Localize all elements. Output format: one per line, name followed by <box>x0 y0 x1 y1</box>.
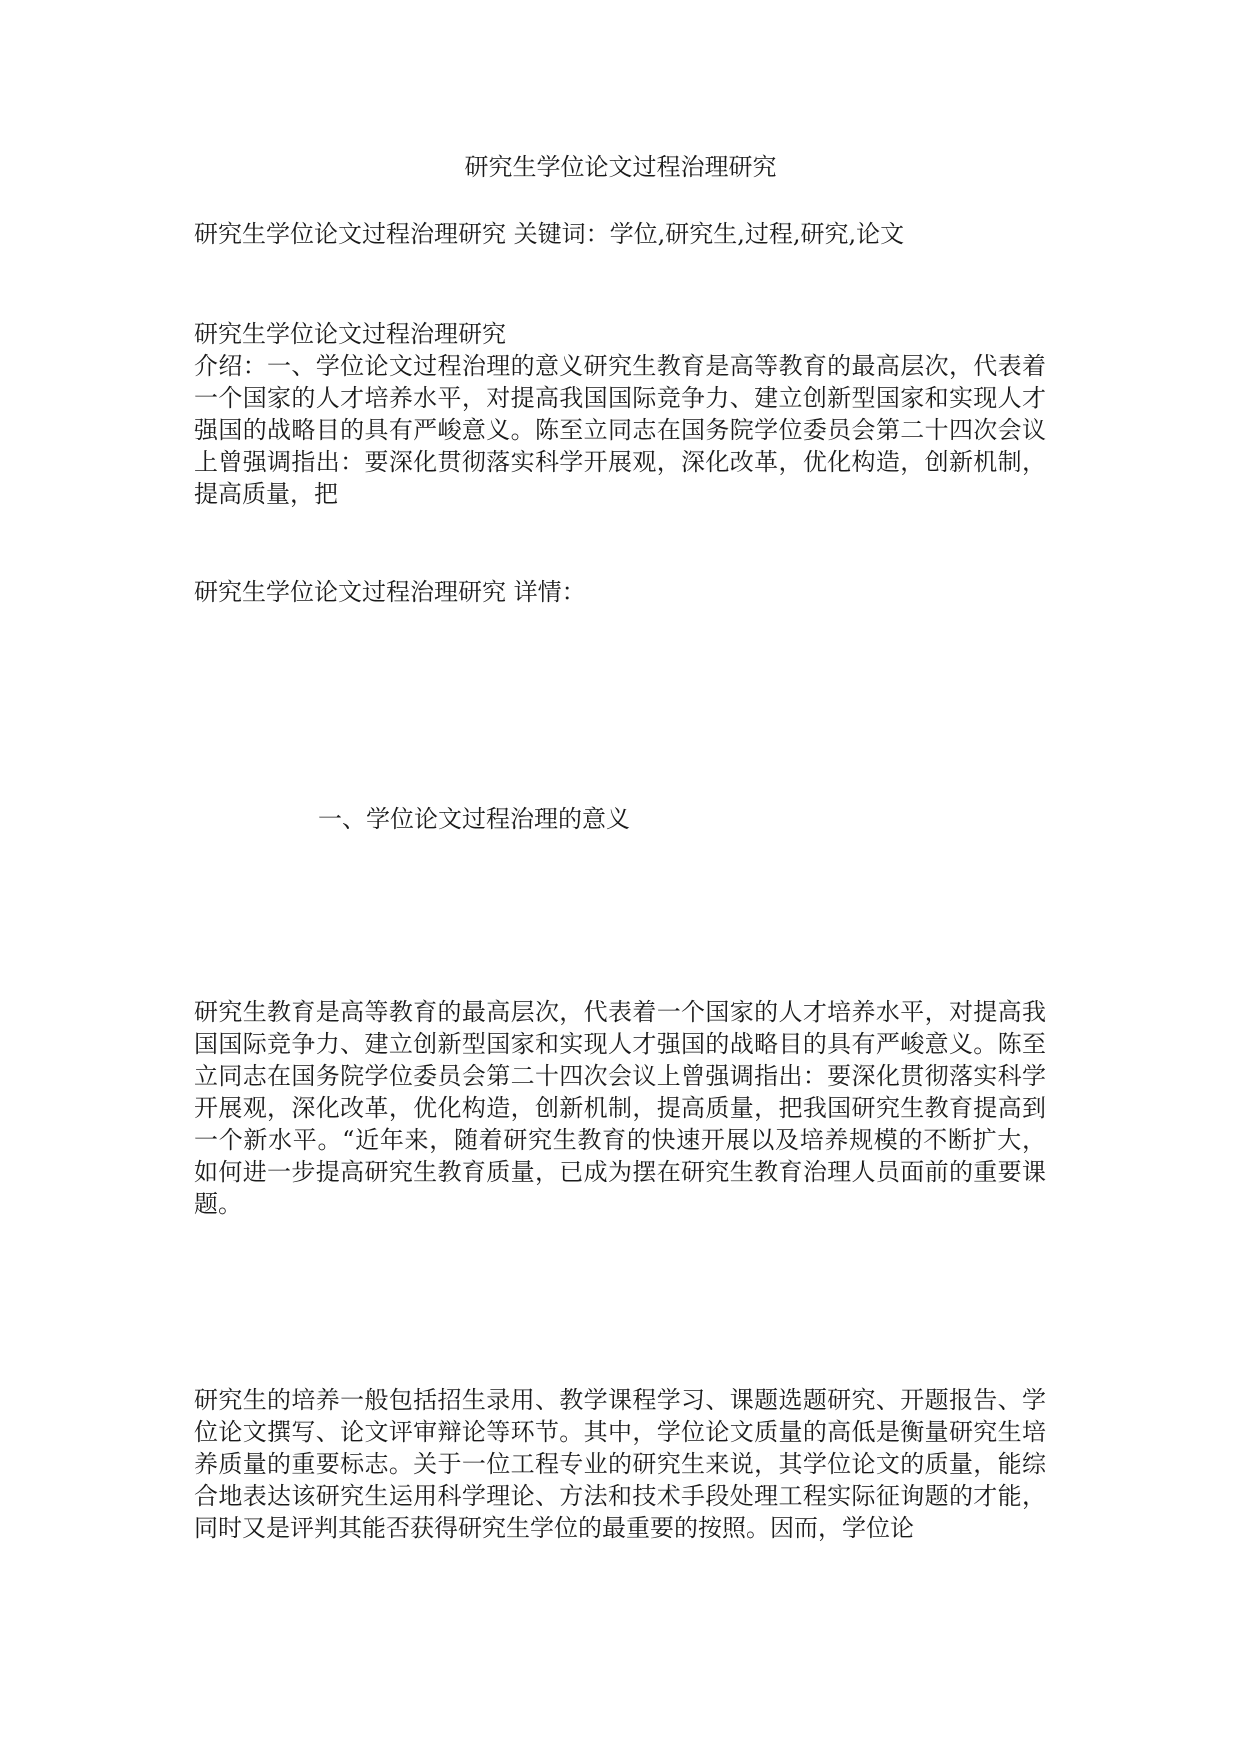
section-heading: 一、学位论文过程治理的意义 <box>318 805 630 833</box>
body-paragraph-1: 研究生教育是高等教育的最高层次，代表着一个国家的人才培养水平，对提高我国国际竞争力、建立创新型国家和实现人才强国的战略目的具有严峻意义。陈至立同志在国务院学位委员会第二十四次会议上曾强调指出：要深化贯彻落实科学开展观，深化改革，优化构造，创新机制，提高质量，把我国研究生教育提高到一个新水平。“近年来，随着研究生教育的快速开展以及培养规模的不断扩大，如何进一步提高研究生教育质量，已成为摆在研究生教育治理人员面前的重要课题。 <box>194 998 1046 1218</box>
intro-subtitle: 研究生学位论文过程治理研究 <box>194 320 506 348</box>
body-paragraph-2: 研究生的培养一般包括招生录用、教学课程学习、课题选题研究、开题报告、学位论文撰写、论文评审辩论等环节。其中，学位论文质量的高低是衡量研究生培养质量的重要标志。关于一位工程专业的研究生来说，其学位论文的质量，能综合地表达该研究生运用科学理论、方法和技术手段处理工程实际征询题的才能，同时又是评判其能否获得研究生学位的最重要的按照。因而，学位论 <box>194 1386 1046 1542</box>
details-label: 研究生学位论文过程治理研究 详情： <box>194 578 586 606</box>
document-title: 研究生学位论文过程治理研究 <box>464 153 777 181</box>
keywords-line: 研究生学位论文过程治理研究 关键词：学位,研究生,过程,研究,论文 <box>194 220 905 248</box>
intro-paragraph: 介绍：一、学位论文过程治理的意义研究生教育是高等教育的最高层次，代表着一个国家的人才培养水平，对提高我国国际竞争力、建立创新型国家和实现人才强国的战略目的具有严峻意义。陈至立同志在国务院学位委员会第二十四次会议上曾强调指出：要深化贯彻落实科学开展观，深化改革，优化构造，创新机制，提高质量，把 <box>194 352 1046 508</box>
